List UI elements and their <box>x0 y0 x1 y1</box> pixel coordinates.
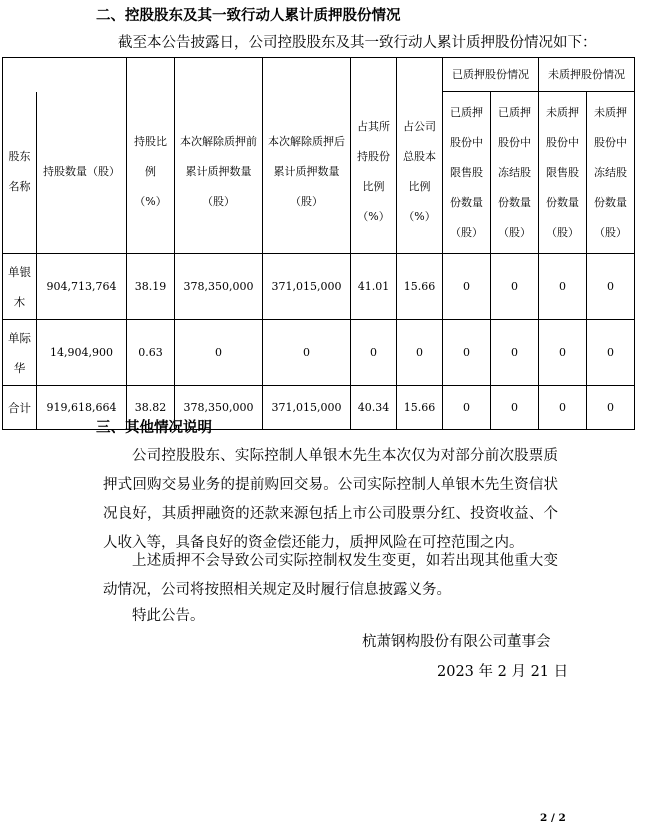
table-cell: 0 <box>443 254 491 320</box>
shareholder-name-line: 单际 <box>8 330 31 345</box>
column-header <box>175 92 263 254</box>
column-header-line: （%） <box>403 210 436 224</box>
table-cell: 378,350,000 <box>175 254 263 320</box>
column-header-line: 份数量 <box>546 195 579 209</box>
table-cell: 0 <box>491 386 539 430</box>
column-header-line: 股份中 <box>594 135 627 149</box>
paragraph-1: 公司控股股东、实际控制人单银木先生本次仅为对部分前次股票质押式回购交易业务的提前购回交易。公司实际控制人单银木先生资信状况良好，其质押融资的还款来源包括上市公司股票分红、投资收益、个人收入等，具备良好的资金偿还能力，质押风险在可控范围之内。 <box>103 448 558 551</box>
column-header-line: 冻结股 <box>594 165 627 179</box>
column-header-line: 占其所 <box>357 120 390 134</box>
table-cell: 38.19 <box>127 254 175 320</box>
column-header-line: 份数量 <box>450 195 483 209</box>
column-header-line: 冻结股 <box>498 165 531 179</box>
group-unpledged: 未质押股份情况 <box>539 58 635 92</box>
column-header-line: （股） <box>202 195 235 209</box>
table-cell: 0 <box>587 386 635 430</box>
column-header <box>539 92 587 254</box>
table-cell: 0 <box>491 320 539 386</box>
column-header-line: 占公司 <box>403 120 436 134</box>
column-header-line: （股） <box>450 225 483 239</box>
table-cell: 0 <box>491 254 539 320</box>
column-header-line: 限售股 <box>450 165 483 179</box>
column-header-line: 未质押 <box>546 105 579 119</box>
column-header-line: （股） <box>498 225 531 239</box>
column-header-line: 股份中 <box>498 135 531 149</box>
shareholder-name-line: 华 <box>13 360 26 375</box>
paragraph-3: 特此公告。 <box>132 608 205 624</box>
column-header <box>3 92 37 254</box>
column-header <box>263 92 351 254</box>
column-header <box>127 92 175 254</box>
pledge-table <box>2 57 635 430</box>
column-header <box>37 92 127 254</box>
column-header <box>443 92 491 254</box>
shareholder-name <box>3 320 37 386</box>
column-header-line: 累计质押数量 <box>185 165 252 179</box>
column-header-line: 累计质押数量 <box>273 165 340 179</box>
column-header-line: 持股比 <box>134 135 167 149</box>
table-cell: 371,015,000 <box>263 386 351 430</box>
column-header-line: 已质押 <box>450 105 483 119</box>
column-header-line: （%） <box>357 210 390 224</box>
column-header-line: （%） <box>134 195 167 209</box>
table-cell: 40.34 <box>351 386 397 430</box>
table-cell: 15.66 <box>397 254 443 320</box>
table-cell: 919,618,664 <box>37 386 127 430</box>
paragraph-2: 上述质押不会导致公司实际控制权发生变更，如若出现其他重大变动情况，公司将按照相关规定及时履行信息披露义务。 <box>103 553 558 598</box>
column-header-line: 比例 <box>362 180 385 194</box>
page-number: 2 / 2 <box>540 812 566 824</box>
table-cell: 0 <box>263 320 351 386</box>
table-cell: 38.82 <box>127 386 175 430</box>
table-cell: 14,904,900 <box>37 320 127 386</box>
table-cell: 0 <box>351 320 397 386</box>
announcement-date: 2023 年 2 月 21 日 <box>437 664 569 680</box>
table-cell: 15.66 <box>397 386 443 430</box>
column-header-line: 股份中 <box>546 135 579 149</box>
column-header <box>351 92 397 254</box>
column-header-line: 本次解除质押后 <box>268 135 345 149</box>
column-header <box>397 92 443 254</box>
column-header-line: （股） <box>546 225 579 239</box>
table-header-row-1 <box>3 58 635 92</box>
table-header-row-2 <box>3 92 635 254</box>
table-cell: 41.01 <box>351 254 397 320</box>
table-cell: 0 <box>587 320 635 386</box>
column-header-line: （股） <box>290 195 323 209</box>
column-header-line: 持股数量（股） <box>43 165 120 179</box>
column-header-line: 本次解除质押前 <box>180 135 257 149</box>
shareholder-name-line: 合计 <box>8 400 31 415</box>
table-cell: 0 <box>175 320 263 386</box>
table-cell: 0 <box>539 320 587 386</box>
column-header <box>587 92 635 254</box>
column-header-line: 已质押 <box>498 105 531 119</box>
intro-text: 截至本公告披露日，公司控股股东及其一致行动人累计质押股份情况如下： <box>118 35 597 51</box>
column-header-line: 名称 <box>8 180 31 194</box>
table-cell: 371,015,000 <box>263 254 351 320</box>
signature: 杭萧钢构股份有限公司董事会 <box>362 634 551 650</box>
column-header-line: 股东 <box>8 150 31 164</box>
shareholder-name-line: 木 <box>13 294 26 309</box>
table-cell: 0 <box>539 386 587 430</box>
column-header-line: 份数量 <box>594 195 627 209</box>
table-cell: 0 <box>539 254 587 320</box>
table-cell: 0 <box>443 320 491 386</box>
column-header-line: 限售股 <box>546 165 579 179</box>
table-cell: 904,713,764 <box>37 254 127 320</box>
column-header-line: 未质押 <box>594 105 627 119</box>
column-header-line: 比例 <box>408 180 431 194</box>
column-header-line: 例 <box>145 165 156 179</box>
section2-title: 二、控股股东及其一致行动人累计质押股份情况 <box>96 8 401 24</box>
column-header-line: 总股本 <box>403 150 436 164</box>
column-header-line: （股） <box>594 225 627 239</box>
column-header-line: 持股份 <box>357 150 390 164</box>
column-header <box>491 92 539 254</box>
table-row <box>3 320 635 386</box>
shareholder-name <box>3 386 37 430</box>
table-cell: 0.63 <box>127 320 175 386</box>
section3-title: 三、其他情况说明 <box>96 420 212 436</box>
shareholder-name-line: 单银 <box>8 264 31 279</box>
table-cell: 0 <box>397 320 443 386</box>
group-pledged: 已质押股份情况 <box>443 58 539 92</box>
column-header-line: 股份中 <box>450 135 483 149</box>
column-header-line: 份数量 <box>498 195 531 209</box>
table-cell: 0 <box>443 386 491 430</box>
table-cell: 378,350,000 <box>175 386 263 430</box>
table-row <box>3 254 635 320</box>
table-cell: 0 <box>587 254 635 320</box>
shareholder-name <box>3 254 37 320</box>
